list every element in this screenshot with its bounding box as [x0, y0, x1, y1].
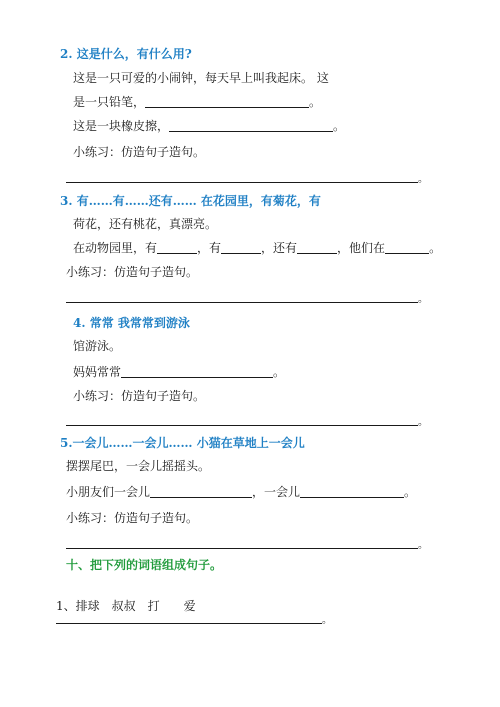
- blank-often[interactable]: [121, 365, 273, 378]
- text: ，他们在: [337, 241, 386, 255]
- blank-eraser-use[interactable]: [169, 119, 333, 132]
- section-4-example-line1: 馆游泳。: [73, 339, 122, 353]
- section-10-item-1: 1、排球 叔叔 打 爱: [56, 599, 196, 613]
- section-10-item-1-answer-line[interactable]: [56, 623, 322, 624]
- section-2-example-line3: [73, 118, 345, 134]
- section-5-practice-answer-line[interactable]: [66, 548, 418, 549]
- section-3-heading: 3. 有……有……还有…… 在花园里，有菊花，有: [60, 194, 321, 208]
- section-4-heading: 4. 常常 我常常到游泳: [73, 316, 190, 330]
- section-4-fill-line: [73, 364, 285, 380]
- section-2-example-line1: 这是一只可爱的小闹钟，每天早上叫我起床。 这: [73, 71, 329, 85]
- period: 。: [418, 417, 428, 428]
- section-10-heading: 十、把下列的词语组成句子。: [66, 558, 223, 572]
- period: 。: [418, 294, 428, 305]
- text: 妈妈常常: [73, 365, 122, 379]
- text: 是一只铅笔，: [73, 95, 146, 109]
- blank-2[interactable]: [300, 485, 404, 498]
- period: 。: [418, 540, 428, 551]
- blank-2[interactable]: [221, 241, 261, 254]
- period: 。: [429, 241, 442, 255]
- text: 在动物园里，有: [73, 241, 158, 255]
- blank-4[interactable]: [385, 241, 429, 254]
- section-2-practice-answer-line[interactable]: [66, 182, 418, 183]
- period: 。: [404, 485, 417, 499]
- text: ，还有: [261, 241, 298, 255]
- text: ，有: [197, 241, 222, 255]
- blank-pencil-use[interactable]: [145, 95, 309, 108]
- section-5-heading: 5.一会儿……一会儿…… 小猫在草地上一会儿: [60, 436, 305, 450]
- section-4-practice-label: 小练习：仿造句子造句。: [73, 389, 206, 403]
- blank-3[interactable]: [297, 241, 337, 254]
- section-5-fill-line: [66, 484, 416, 500]
- section-4-practice-answer-line[interactable]: [66, 425, 418, 426]
- section-5-practice-label: 小练习：仿造句子造句。: [66, 511, 199, 525]
- section-2-heading: 2. 这是什么，有什么用?: [60, 47, 192, 61]
- section-2-practice-label: 小练习：仿造句子造句。: [73, 145, 206, 159]
- section-3-example-line1: 荷花，还有桃花，真漂亮。: [73, 217, 218, 231]
- blank-1[interactable]: [150, 485, 252, 498]
- section-5-example-line1: 摆摆尾巴，一会儿摇摇头。: [66, 459, 211, 473]
- period: 。: [333, 119, 346, 133]
- blank-1[interactable]: [157, 241, 197, 254]
- period: 。: [418, 174, 428, 185]
- section-3-practice-answer-line[interactable]: [66, 302, 418, 303]
- period: 。: [309, 95, 322, 109]
- section-2-example-line2: [73, 94, 321, 110]
- section-3-practice-label: 小练习：仿造句子造句。: [66, 265, 199, 279]
- section-3-fill-line: [73, 240, 441, 256]
- period: 。: [322, 615, 332, 626]
- text: ，一会儿: [252, 485, 301, 499]
- text: 这是一块橡皮擦，: [73, 119, 170, 133]
- text: 小朋友们一会儿: [66, 485, 151, 499]
- period: 。: [273, 365, 286, 379]
